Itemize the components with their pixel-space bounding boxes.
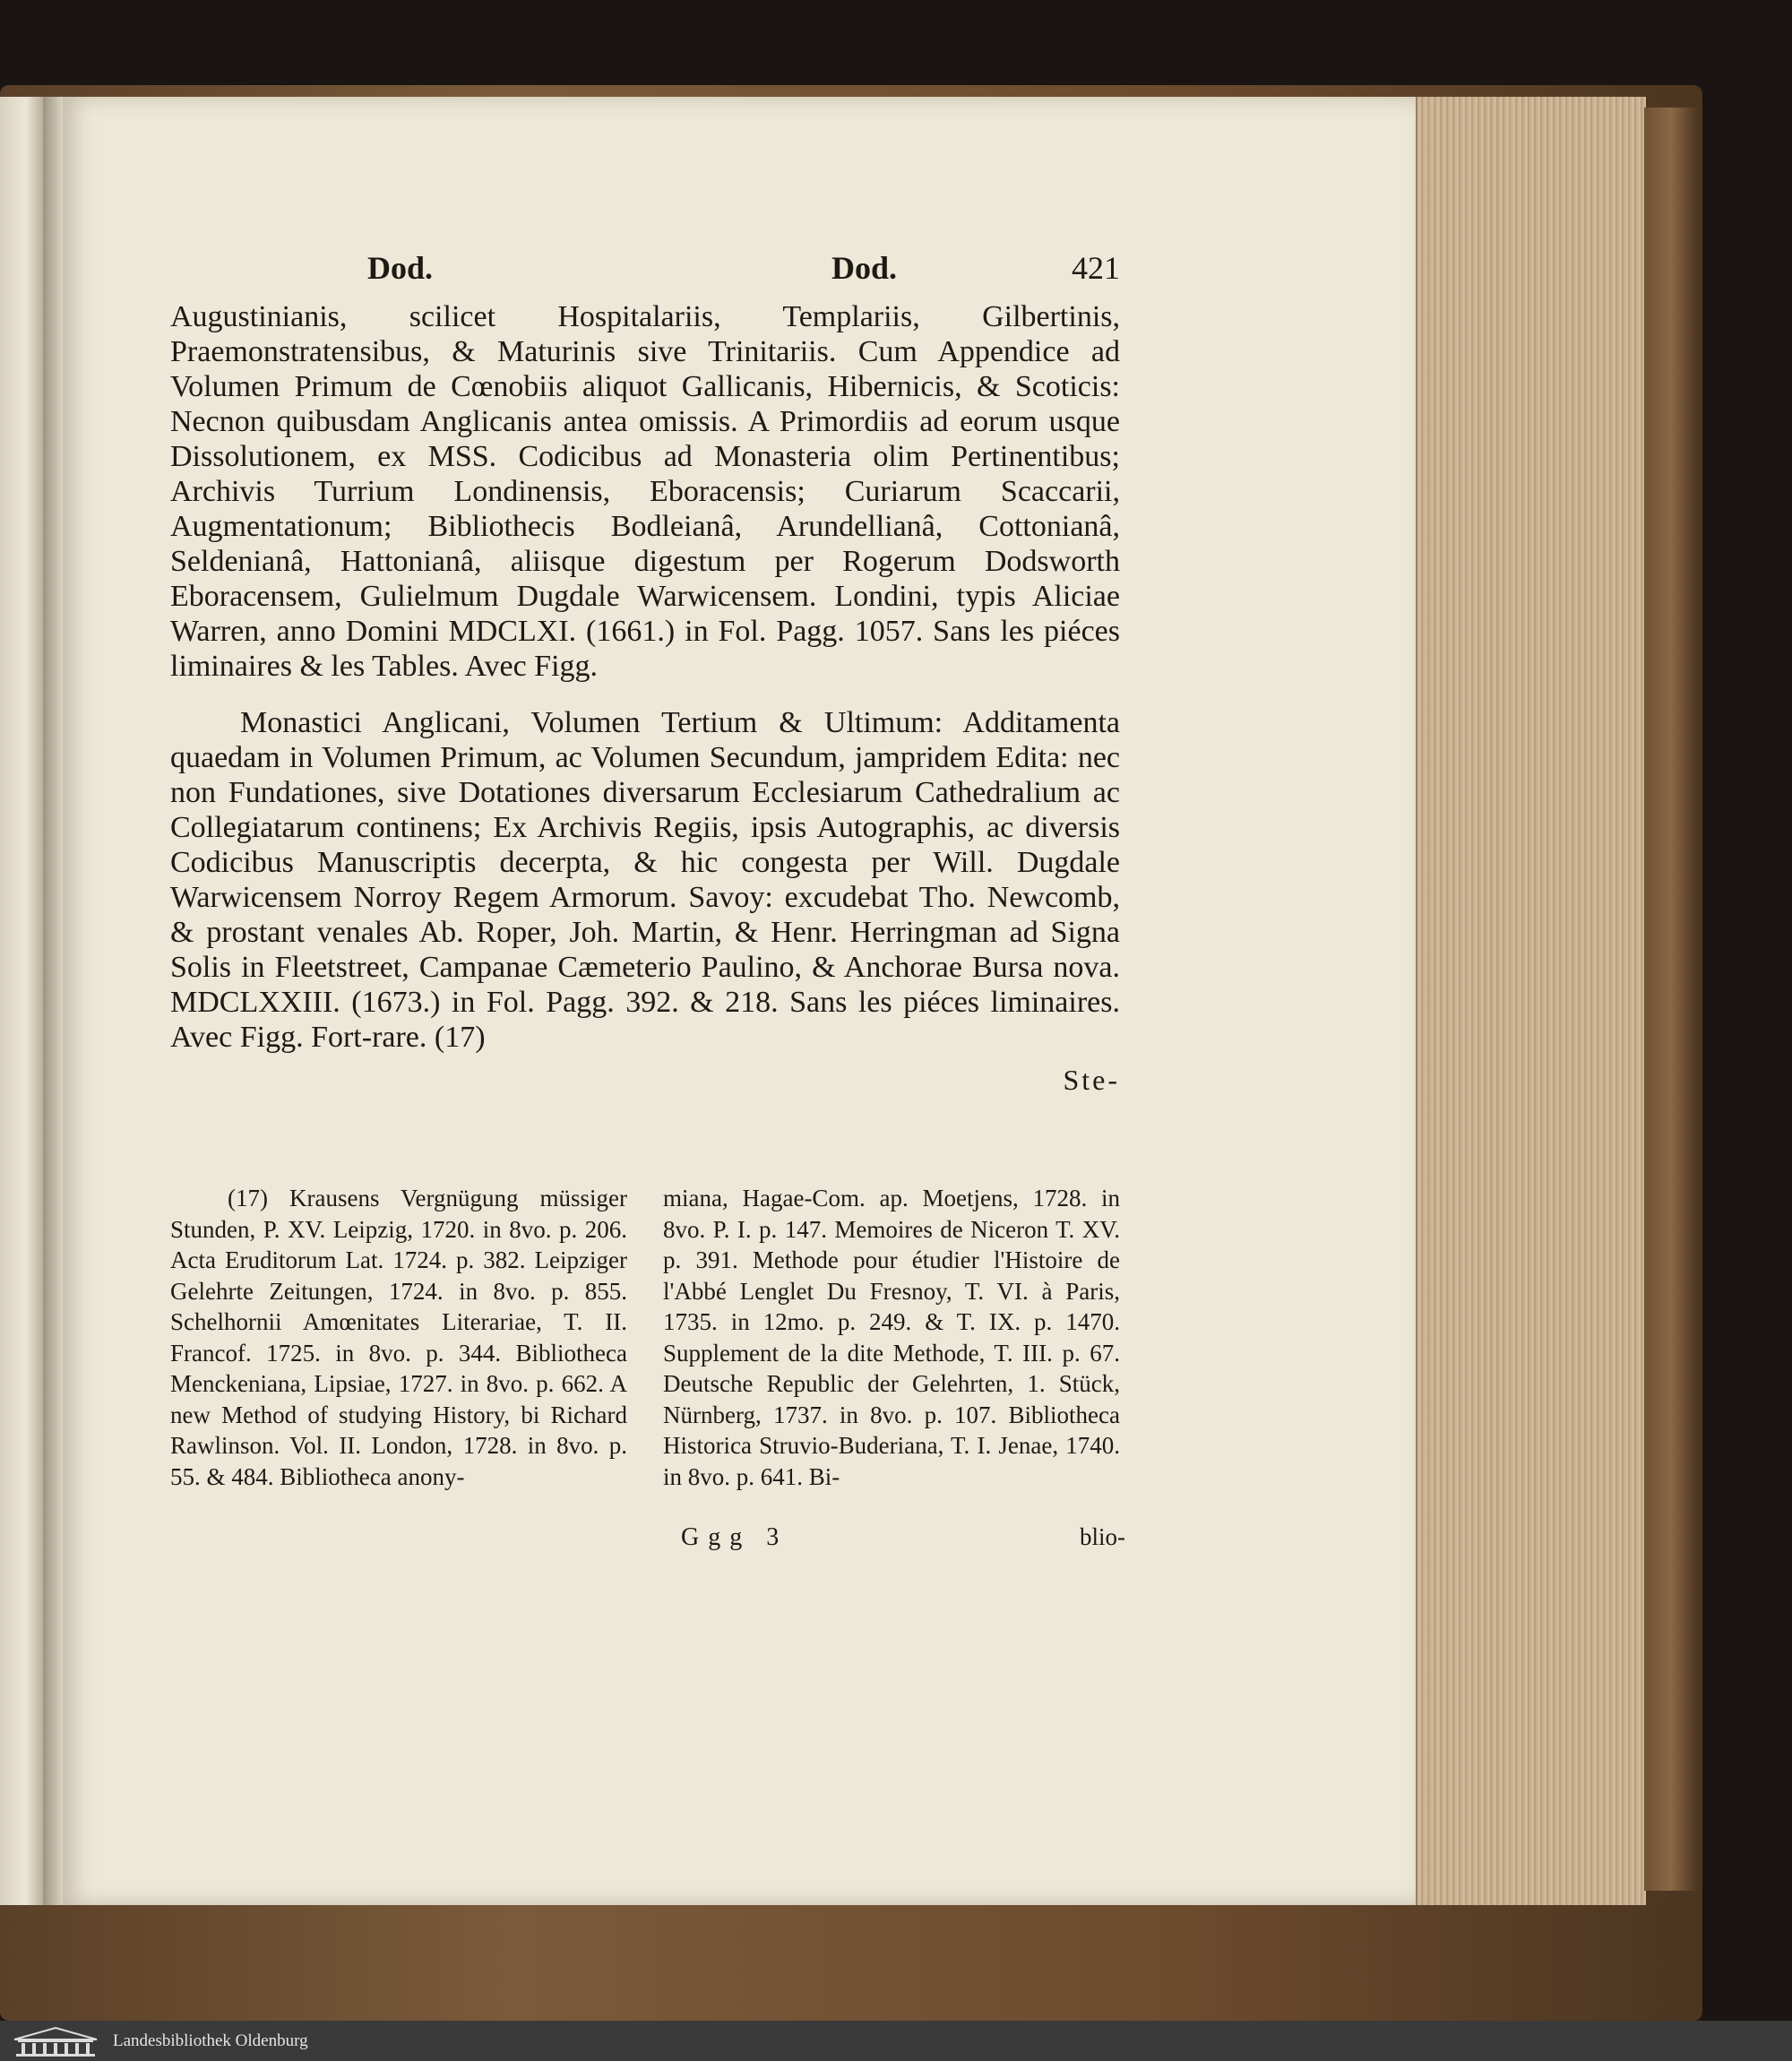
signature-mark: Ggg 3 xyxy=(681,1523,788,1551)
book-gutter xyxy=(43,97,63,1905)
facing-page-edge xyxy=(0,97,45,1905)
page-number: 421 xyxy=(1072,250,1120,286)
footnotes xyxy=(170,1183,1120,1492)
running-head-left: Dod. xyxy=(367,250,434,286)
catchword-footnote: blio- xyxy=(1080,1523,1125,1550)
paragraph-continued: Augustinianis, scilicet Hospitalariis, Templariis, Gilbertinis, Praemonstratensibus, & Maturinis sive Trinitariis. Cum Appendice ad Volumen Primum de Cœnobiis aliquot Gallicanis, Hibernicis, & Scoticis: Necnon quibusdam Anglicanis antea omissis. A Primordiis ad eorum usque Dissolutionem, ex MSS. Codicibus ad Monasteria olim Pertinentibus; Archivis Turrium Londinensis, Eboracensis; Curiarum Scaccarii, Augmentationum; Bibliothecis Bodleianâ, Arundellianâ, Cottonianâ, Seldenianâ, Hattonianâ, aliisque digestum per Rogerum Dodsworth Eboracensem, Gulielmum Dugdale Warwicensem. Londini, typis Aliciae Warren, anno Domini MDCLXI. (1661.) in Fol. Pagg. 1057. Sans les piéces liminaires & les Tables. Avec Figg. xyxy=(170,300,1120,683)
institution-name: Landesbibliothek Oldenburg xyxy=(113,2031,308,2050)
cover-edge xyxy=(1644,108,1698,1891)
catchword-main: Ste- xyxy=(1063,1064,1120,1096)
page-fore-edge xyxy=(1416,97,1646,1905)
library-building-icon xyxy=(11,2025,100,2057)
running-head xyxy=(170,242,1120,296)
main-text-block xyxy=(170,242,1120,1097)
paragraph-monastici: Monastici Anglicani, Volumen Tertium & Ultimum: Additamenta quaedam in Volumen Primum, ac Volumen Secundum, jampridem Edita: nec non Fundationes, sive Dotationes diversarum Ecclesiarum Cathedralium ac Collegiatarum continens; Ex Archivis Regiis, ipsis Autographis, ac diversis Codicibus Manuscriptis decerpta, & hic congesta per Will. Dugdale Warwicensem Norroy Regem Armorum. Savoy: excudebat Tho. Newcomb, & prostant venales Ab. Roper, Joh. Martin, & Henr. Herringman ad Signa Solis in Fleetstreet, Campanae Cæmeterio Paulino, & Anchorae Bursa nova. MDCLXXIII. (1673.) in Fol. Pagg. 392. & 218. Sans les piéces liminaires. Avec Figg. Fort-rare. (17) xyxy=(170,706,1120,1054)
running-head-center: Dod. xyxy=(831,250,898,286)
footnote-column-left: (17) Krausens Vergnügung müssiger Stunden, P. XV. Leipzig, 1720. in 8vo. p. 206. Acta Eruditorum Lat. 1724. p. 382. Leipziger Gelehrte Zeitungen, 1724. in 8vo. p. 855. Schelhornii Amœnitates Literariae, T. II. Francof. 1725. in 8vo. p. 344. Bibliotheca Menckeniana, Lipsiae, 1727. in 8vo. p. 662. A new Method of studying History, bi Richard Rawlinson. Vol. II. London, 1728. in 8vo. p. 55. & 484. Bibliotheca anony- xyxy=(170,1185,627,1490)
viewer-footer xyxy=(0,2021,1792,2061)
footnote-column-right: miana, Hagae-Com. ap. Moetjens, 1728. in 8vo. P. I. p. 147. Memoires de Niceron T. XV. p. 391. Methode pour étudier l'Histoire de l'Abbé Lenglet Du Fresnoy, T. VI. à Paris, 1735. in 12mo. p. 249. & T. IX. p. 1470. Supplement de la dite Methode, T. III. p. 67. Deutsche Republic der Gelehrten, 1. Stück, Nürnberg, 1737. in 8vo. p. 107. Bibliotheca Historica Struvio-Buderiana, T. I. Jenae, 1740. in 8vo. p. 641. Bi- xyxy=(663,1185,1120,1490)
